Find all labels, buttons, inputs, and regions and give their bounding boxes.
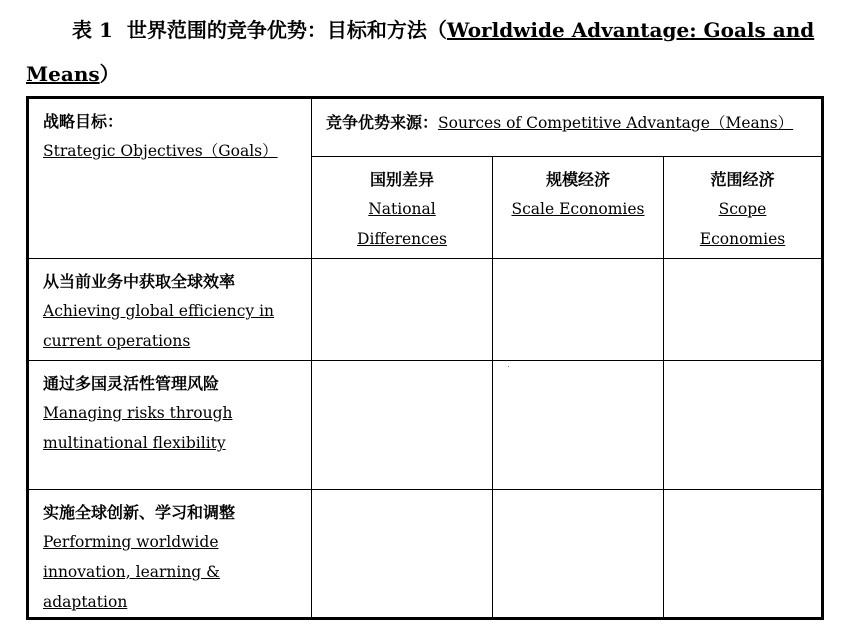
sources-header-cn: 竞争优势来源： [326, 113, 439, 132]
column-header-scope-economies [664, 157, 823, 259]
goal-cn: 从当前业务中获取全球效率 [43, 272, 236, 291]
goal-en: innovation, learning & [43, 563, 220, 581]
column-header-cn: 范围经济 [710, 170, 775, 189]
stray-dot [508, 366, 509, 367]
sources-header-cell [312, 98, 823, 157]
goals-header-cell [28, 98, 312, 259]
table-number: 表 1 [72, 18, 113, 42]
goal-cell-efficiency [28, 259, 312, 361]
header-row [28, 98, 823, 157]
goal-cell-innovation [28, 490, 312, 619]
empty-cell [664, 490, 823, 619]
empty-cell [493, 259, 664, 361]
goal-en: multinational flexibility [43, 434, 226, 452]
table-row [28, 361, 823, 490]
table-row [28, 259, 823, 361]
title-chinese: 世界范围的竞争优势：目标和方法（ [126, 18, 447, 42]
empty-cell [312, 490, 493, 619]
goal-en: Managing risks through [43, 404, 233, 422]
goal-en: Achieving global efficiency in [43, 302, 275, 320]
goal-en: Performing worldwide [43, 533, 219, 551]
column-header-en: Scope [718, 200, 767, 218]
advantage-table [26, 96, 824, 620]
table-title-continued [26, 58, 120, 87]
empty-cell [312, 361, 493, 490]
column-header-national-differences [312, 157, 493, 259]
column-header-en: Scale Economies [511, 200, 645, 218]
column-header-en: Differences [357, 230, 447, 248]
column-header-cn: 国别差异 [369, 170, 434, 189]
sources-header-en: Sources of Competitive Advantage（Means） [438, 114, 794, 132]
column-header-cn: 规模经济 [545, 170, 610, 189]
title-english-part2: Means [26, 62, 100, 86]
goal-cn: 实施全球创新、学习和调整 [43, 503, 236, 522]
empty-cell [493, 361, 664, 490]
goals-header-cn: 战略目标： [43, 112, 124, 131]
table-row [28, 490, 823, 619]
column-header-en: Economies [699, 230, 786, 248]
column-header-en: National [368, 200, 436, 218]
empty-cell [493, 490, 664, 619]
goal-en: adaptation [43, 593, 128, 611]
title-close-paren: ） [99, 62, 120, 86]
empty-cell [664, 259, 823, 361]
empty-cell [312, 259, 493, 361]
goal-en: current operations [43, 332, 191, 350]
empty-cell [664, 361, 823, 490]
goal-cell-risk [28, 361, 312, 490]
goals-header-en: Strategic Objectives（Goals） [43, 142, 278, 160]
table-title [72, 14, 814, 43]
title-english-part1: Worldwide Advantage: Goals and [446, 18, 815, 42]
goal-cn: 通过多国灵活性管理风险 [43, 374, 220, 393]
column-header-scale-economies [493, 157, 664, 259]
